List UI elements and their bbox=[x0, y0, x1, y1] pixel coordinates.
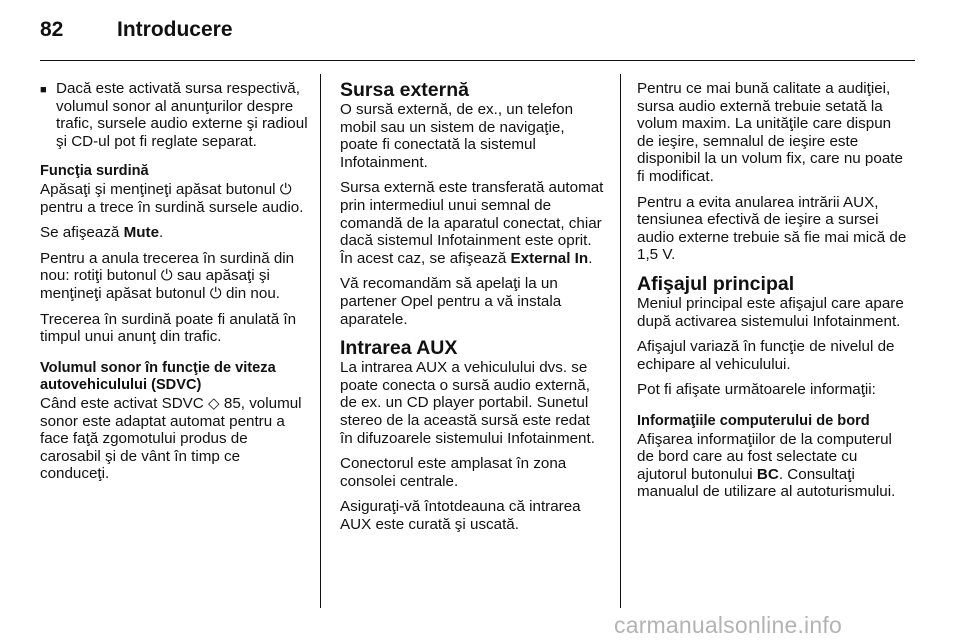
text: . Consultaţi manualul de utilizare al autoturismului. bbox=[637, 465, 896, 501]
external-paragraph-3: Vă recomandăm să apelaţi la un partener Opel pentru a vă instala aparatele. bbox=[340, 275, 562, 328]
bullet-square-icon: ■ bbox=[40, 84, 47, 96]
main-display-heading: Afişajul principal bbox=[637, 272, 795, 295]
text: Sursa externă este transferată automat prin intermediul unui semnal de comandă de la aparatul conectat, chiar dacă sistemul Infotainment este oprit. În acest caz, se afişează bbox=[340, 179, 604, 267]
mute-paragraph-3: Pentru a anula trecerea în surdină din nou: rotiţi butonul ⏻ sau apăsaţi şi menţineţi apăsat butonul ⏻ din nou. bbox=[40, 249, 295, 302]
sdvc-paragraph-1: Când este activat SDVC ◇ 85, volumul sonor este adaptat automat pentru a face faţă zgomotului produs de carosabil şi de vânt în timp ce conduceţi. bbox=[40, 394, 302, 483]
text: . bbox=[159, 224, 164, 242]
bc-button-label: BC bbox=[756, 465, 779, 483]
mute-paragraph-2 bbox=[40, 224, 310, 242]
sdvc-heading: Volumul sonor în funcţie de viteza autovehiculului (SDVC) bbox=[40, 359, 276, 394]
column-2 bbox=[340, 80, 606, 541]
external-in-label: External In bbox=[510, 249, 589, 267]
external-paragraph-1: O sursă externă, de ex., un telefon mobil sau un sistem de navigaţie, poate fi conectată la sistemul Infotainment. bbox=[340, 101, 574, 171]
aux-paragraph-4: Pentru ce mai bună calitate a audiţiei, sursa audio externă trebuie setată la volum maxim. La unităţile care dispun de ieşire, semnalul de ieşire este disponibil la un volum fix, care nu poate fi modificat. bbox=[637, 80, 903, 185]
page-header bbox=[40, 14, 915, 61]
page-number: 82 bbox=[40, 18, 64, 41]
text: Se afişează bbox=[40, 224, 124, 242]
aux-paragraph-2: Conectorul este amplasat în zona consolei centrale. bbox=[340, 455, 567, 490]
aux-input-heading: Intrarea AUX bbox=[340, 337, 458, 360]
watermark: carmanualsonline.info bbox=[614, 612, 842, 638]
display-paragraph-3: Pot fi afişate următoarele informaţii: bbox=[637, 381, 876, 399]
board-paragraph-1 bbox=[637, 431, 909, 501]
mute-paragraph-4: Trecerea în surdină poate fi anulată în timpul unui anunţ din trafic. bbox=[40, 310, 297, 346]
display-paragraph-1: Meniul principal este afişajul care apare după activarea sistemului Infotainment. bbox=[637, 294, 904, 330]
board-computer-heading: Informaţiile computerului de bord bbox=[637, 412, 870, 429]
external-source-heading: Sursa externă bbox=[340, 79, 469, 101]
column-divider-1 bbox=[320, 74, 321, 608]
column-divider-2 bbox=[620, 74, 621, 608]
column-3 bbox=[637, 80, 909, 509]
mute-heading: Funcţia surdină bbox=[40, 163, 149, 180]
display-paragraph-2: Afişajul variază în funcţie de nivelul de echipare al vehiculului. bbox=[637, 338, 895, 373]
text: Afişarea informaţiilor de la computerul de bord care au fost selectate cu ajutorul butonului bbox=[637, 430, 892, 483]
aux-paragraph-1: La intrarea AUX a vehiculului dvs. se poate conecta o sursă audio externă, de ex. un CD player portabil. Sunetul stereo de la această sursă este redat în difuzoarele sistemului Infotainment. bbox=[340, 359, 595, 447]
bullet-text: Dacă este activată sursa respectivă, volumul sonor al anunţurilor despre trafic, sursele audio externe şi radioul şi CD-ul pot fi reglate separat. bbox=[56, 80, 308, 150]
external-paragraph-2 bbox=[340, 179, 606, 267]
column-1 bbox=[40, 80, 310, 491]
mute-paragraph-1: Apăsaţi şi menţineţi apăsat butonul ⏻ pentru a trece în surdină sursele audio. bbox=[40, 180, 304, 216]
text: . bbox=[588, 249, 593, 267]
mute-display-label: Mute bbox=[123, 224, 160, 242]
aux-paragraph-3: Asiguraţi-vă întotdeauna că intrarea AUX este curată şi uscată. bbox=[340, 498, 581, 533]
bullet-item bbox=[40, 80, 310, 150]
chapter-title: Introducere bbox=[117, 18, 233, 41]
aux-paragraph-5: Pentru a evita anularea intrării AUX, tensiunea efectivă de ieşire a sursei audio externe trebuie să fie mai mică de 1,5 V. bbox=[637, 193, 907, 264]
